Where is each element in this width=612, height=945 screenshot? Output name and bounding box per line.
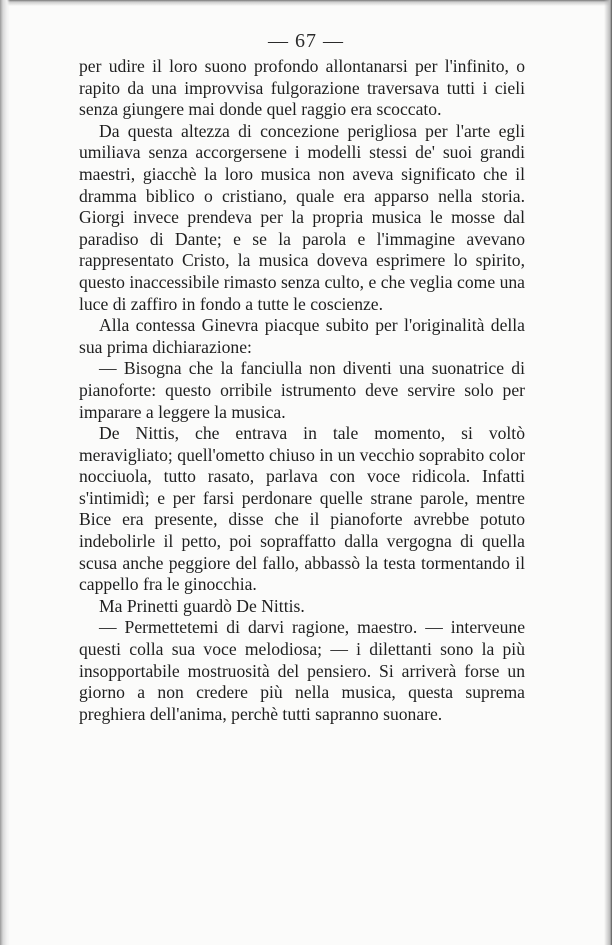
paragraph-prinetti: Ma Prinetti guardò De Nittis. — [99, 595, 305, 616]
paragraph-dialogue-pianoforte: — Bisogna che la fanciulla non diventi una suonatrice di pianoforte: questo orribile istrumento deve servire solo per imparare a leggere la musica. — [79, 358, 525, 422]
paragraph-altezza: Da questa altezza di concezione perigliosa per l'arte egli umiliava senza accorgersene i modelli stessi de' suoi grandi maestri, giacchè la loro musica non aveva significato che il dramma biblico o cristiano, quale era apparso nella storia. Giorgi invece prendeva per la propria musica le mosse dal paradiso di Dante; e se la parola e l'immagine avevano rappresentato Cristo, la musica doveva esprimere lo spirito, questo inaccessibile rimasto senza culto, e che veglia come una luce di zaffiro in fondo a tutte le coscienze. — [79, 120, 525, 314]
scan-right-edge — [604, 0, 612, 945]
paragraph-dialogue-dilettanti: — Permettetemi di darvi ragione, maestro. — interveune questi colla sua voce melodiosa; — i dilettanti sono la più insopportabile mostruosità del pensiero. Si arriverà forse un giorno a non credere più nella musica, questa suprema preghiera dell'anima, perchè tutti sapranno suonare. — [79, 617, 525, 724]
paragraph-continuation: per udire il loro suono profondo allontanarsi per l'infinito, o rapito da una improvvisa fulgorazione traversava tutti i cieli senza giungere mai donde quel raggio era scoccato. — [79, 56, 525, 120]
scan-top-edge — [0, 0, 612, 6]
paragraph-contessa: Alla contessa Ginevra piacque subito per l'originalità della sua prima dichiarazione: — [79, 315, 525, 357]
page-number: — 67 — — [268, 30, 344, 52]
body-text — [79, 56, 525, 725]
paragraph-de-nittis: De Nittis, che entrava in tale momento, si voltò meravigliato; quell'ometto chiuso in un vecchio soprabito color nocciuola, tutto rasato, parlava con voce ridicola. Infatti s'intimidì; e per farsi perdonare quelle strane parole, mentre Bice era presente, disse che il pianoforte avrebbe potuto indebolirle il petto, poi sopraffatto dalla vergogna di quella scusa anche peggiore del fallo, abbassò la testa tormentando il cappello fra le ginocchia. — [79, 423, 525, 595]
scan-binding-edge — [0, 0, 10, 945]
